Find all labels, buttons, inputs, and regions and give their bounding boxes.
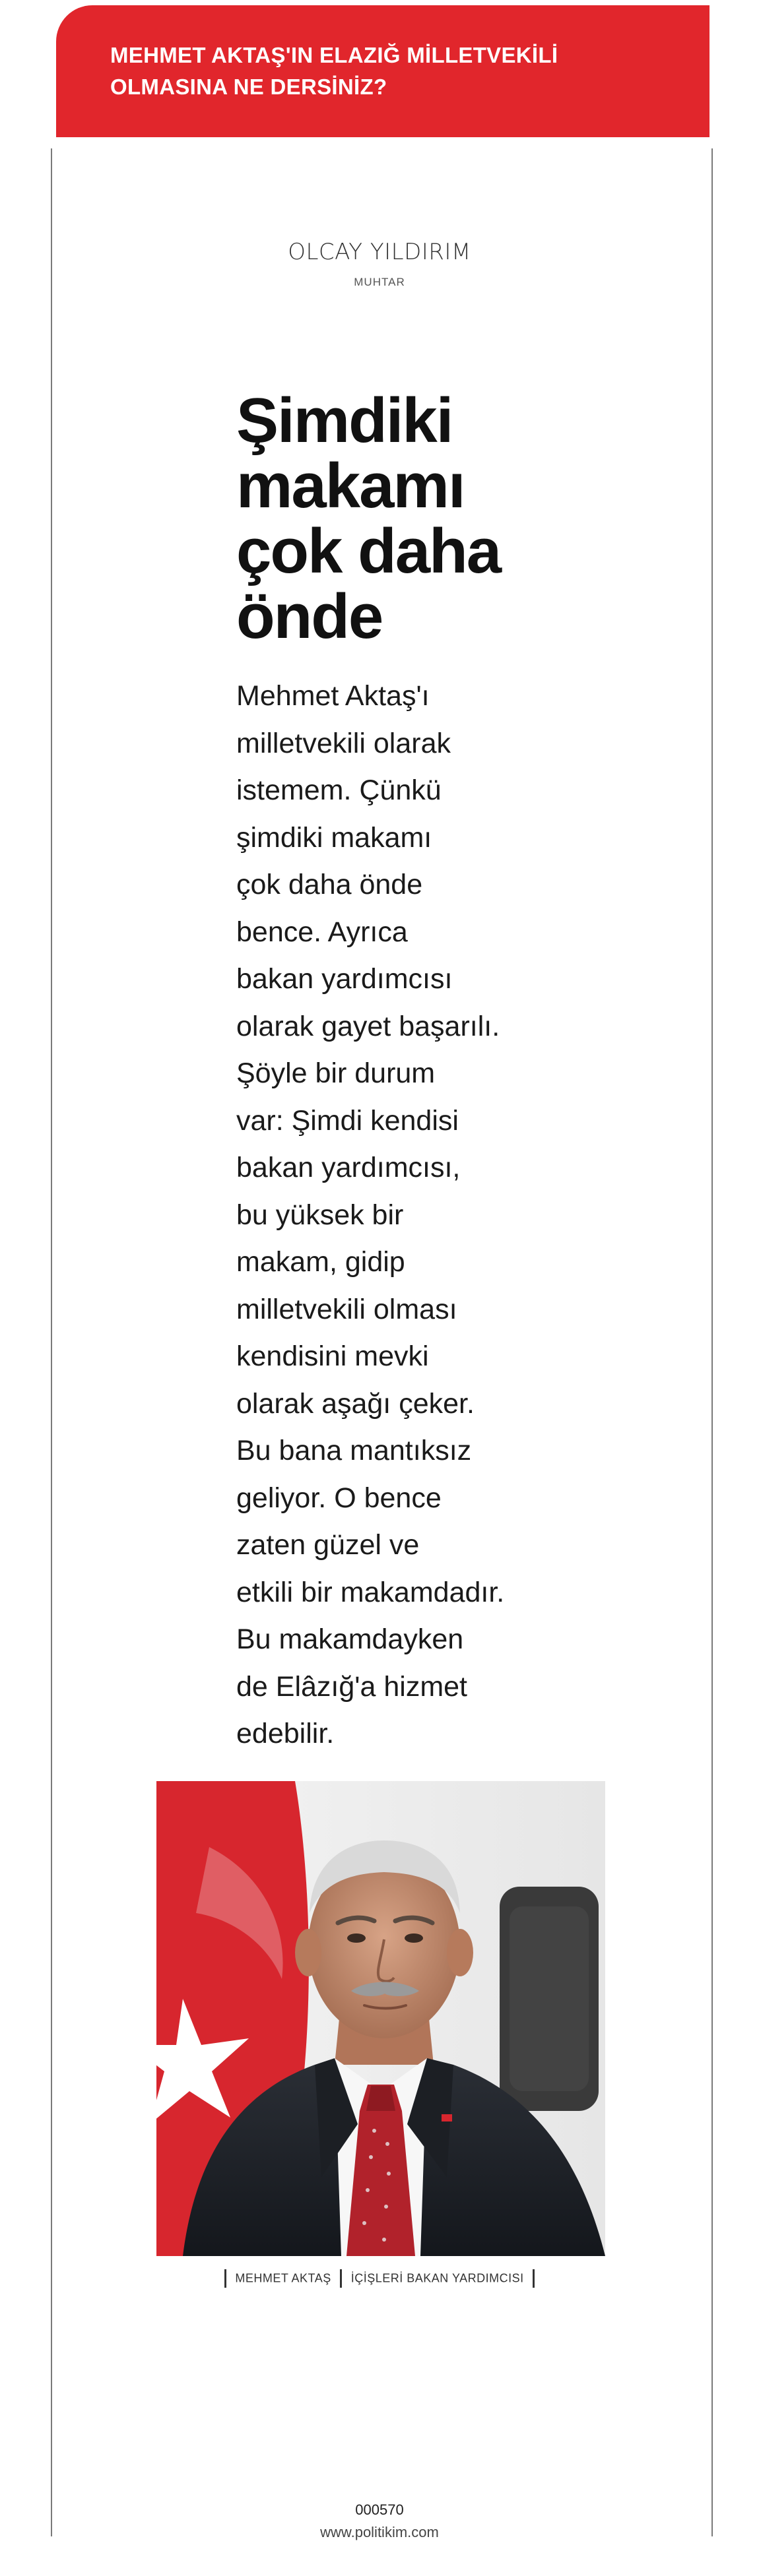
header-banner (56, 5, 710, 137)
left-divider (51, 148, 52, 2536)
author-name: OLCAY YILDIRIM (288, 239, 471, 265)
photo-caption (0, 2269, 759, 2288)
author-role: MUHTAR (354, 276, 405, 288)
header-title: MEHMET AKTAŞ'IN ELAZIĞ MİLLETVEKİLİ OLMASINA NE DERSİNİZ? (110, 43, 558, 99)
footer-code: 000570 (355, 2501, 404, 2518)
caption-title: İÇİŞLERİ BAKAN YARDIMCISI (350, 2271, 524, 2285)
footer-url[interactable]: www.politikim.com (320, 2524, 439, 2540)
portrait-photo (156, 1781, 605, 2256)
caption-divider (340, 2269, 342, 2288)
right-divider (711, 148, 713, 2536)
caption-divider (533, 2269, 535, 2288)
caption-divider (224, 2269, 226, 2288)
article-headline: Şimdiki makamı çok daha önde (236, 385, 501, 652)
article-body: Mehmet Aktaş'ı milletvekili olarak istemem. Çünkü şimdiki makamı çok daha önde bence. Ayrıca bakan yardımcısı olarak gayet başarılı. Şöyle bir durum var: Şimdi kendisi bakan yardımcısı, bu yüksek bir makam, gidip milletvekili olması kendisini mevki olarak aşağı çeker. Bu bana mantıksız geliyor. O bence zaten güzel ve etkili bir makamdadır. Bu makamdayken de Elâzığ'a hizmet edebilir. (236, 680, 505, 1749)
caption-name: MEHMET AKTAŞ (235, 2271, 331, 2285)
